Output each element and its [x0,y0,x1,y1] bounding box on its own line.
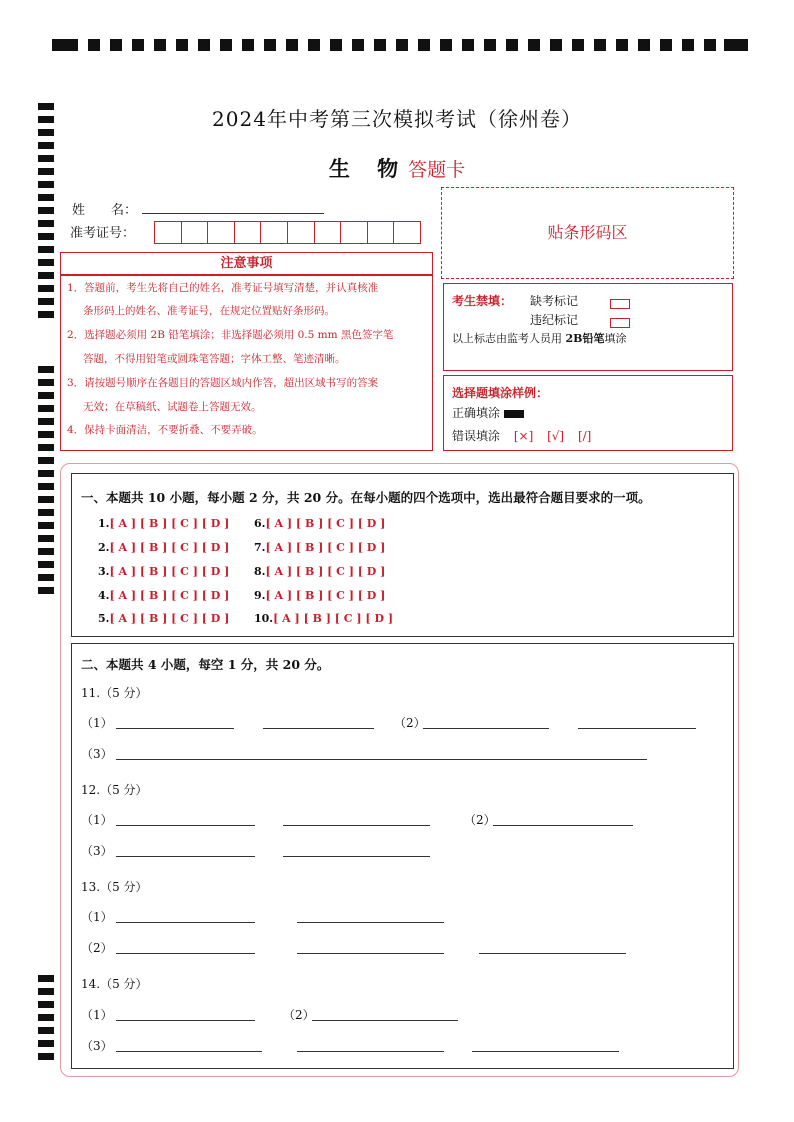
barcode-label: 贴条形码区 [547,223,628,242]
q14-label: 14.（5 分） [81,977,148,991]
answer-line[interactable] [493,825,633,826]
answer-line[interactable] [116,953,255,954]
id-digit-box[interactable] [207,221,235,244]
id-digit-box[interactable] [340,221,368,244]
answer-line[interactable] [116,1051,262,1052]
exam-title: 2024年中考第三次模拟考试（徐州卷） [212,107,582,131]
notice-box [60,275,433,451]
answer-line[interactable] [283,825,430,826]
id-digit-box[interactable] [287,221,315,244]
notice-line: 2．选择题必须用 2B 铅笔填涂；非选择题必须用 0.5 mm 黑色签字笔 [67,329,394,341]
answer-line[interactable] [297,922,444,923]
answer-line[interactable] [297,1051,444,1052]
mc-options[interactable]: [ A ] [ B ] [ C ] [ D ] [109,517,230,530]
q11-part1-label: （1） [81,716,113,730]
mc-question-6[interactable] [254,517,385,530]
mc-question-1[interactable] [98,517,229,530]
barcode-area [441,187,734,279]
q14-part3-label: （3） [81,1039,113,1053]
violation-mark-box[interactable] [610,312,630,331]
q-number: 1. [98,517,110,530]
answer-line[interactable] [116,1020,255,1021]
q-number: 8. [254,565,266,578]
absent-mark-box[interactable] [610,293,630,312]
sample-title: 选择题填涂样例： [452,386,549,400]
section2-title: 二、本题共 4 小题，每空 1 分，共 20 分。 [81,657,330,672]
id-digit-box[interactable] [234,221,262,244]
q-number: 2. [98,541,110,554]
notice-line: 无效；在草稿纸、试题卷上答题无效。 [83,401,262,413]
id-digit-box[interactable] [181,221,209,244]
mc-question-5[interactable] [98,612,229,625]
q-number: 3. [98,565,110,578]
q14-part2-label: （2） [283,1008,315,1022]
answer-line[interactable] [312,1020,458,1021]
answer-line[interactable] [578,728,696,729]
q12-part3-label: （3） [81,844,113,858]
mc-question-9[interactable] [254,589,385,602]
id-digit-box[interactable] [154,221,182,244]
mc-options[interactable]: [ A ] [ B ] [ C ] [ D ] [109,541,230,554]
q13-part1-label: （1） [81,910,113,924]
answer-line[interactable] [116,759,647,760]
name-field[interactable] [142,213,324,214]
id-digit-box[interactable] [367,221,395,244]
wrong-fill-label: 错误填涂 [452,429,501,443]
q12-part1-label: （1） [81,813,113,827]
answer-line[interactable] [116,825,255,826]
answer-line[interactable] [479,953,626,954]
card-label: 答题卡 [408,159,466,181]
q12-part2-label: （2） [464,813,496,827]
notice-line: 4．保持卡面清洁，不要折叠、不要弄破。 [67,424,263,436]
prohibited-label: 考生禁填： [452,294,513,308]
mc-question-4[interactable] [98,589,229,602]
correct-fill-label: 正确填涂 [452,406,501,420]
q11-part2-label: （2） [394,716,426,730]
notice-line: 答题，不得用铅笔或圆珠笔答题；字体工整、笔迹清晰。 [83,353,346,365]
name-label: 姓 名： [72,203,138,218]
section2-box [71,643,734,1069]
answer-line[interactable] [116,922,255,923]
answer-line[interactable] [297,953,444,954]
answer-line[interactable] [472,1051,619,1052]
q-number: 10. [254,612,274,625]
q-number: 7. [254,541,266,554]
violation-mark-label: 违纪标记 [530,313,579,327]
q12-label: 12.（5 分） [81,783,148,797]
answer-line[interactable] [283,856,430,857]
subject-line [0,153,794,183]
prohibited-note-post: 填涂 [604,332,627,345]
mc-question-2[interactable] [98,541,229,554]
wrong-mark-x: [×] [513,429,534,443]
id-digit-box[interactable] [393,221,421,244]
q-number: 9. [254,589,266,602]
correct-fill-row [452,404,524,421]
notice-title: 注意事项 [60,252,433,275]
q13-part2-label: （2） [81,941,113,955]
id-label: 准考证号： [70,226,136,241]
q-number: 4. [98,589,110,602]
notice-line: 3．请按题号顺序在各题目的答题区域内作答，超出区域书写的答案 [67,377,379,389]
id-number-grid[interactable] [155,221,421,243]
section1-box [71,473,734,637]
q13-label: 13.（5 分） [81,880,148,894]
id-digit-box[interactable] [314,221,342,244]
correct-fill-sample [504,410,524,418]
mc-question-7[interactable] [254,541,385,554]
subject-name: 生 物 [328,156,409,181]
q-number: 5. [98,612,110,625]
mc-question-10[interactable] [254,612,393,625]
prohibited-note-bold: 2B铅笔 [565,332,605,345]
mc-options[interactable]: [ A ] [ B ] [ C ] [ D ] [273,612,394,625]
answer-line[interactable] [263,728,374,729]
section1-title: 一、本题共 10 小题，每小题 2 分，共 20 分。在每小题的四个选项中，选出最符合题目要求的一项。 [81,490,651,505]
mc-question-3[interactable] [98,565,229,578]
wrong-mark-slash: [/] [577,429,592,443]
mc-options[interactable]: [ A ] [ B ] [ C ] [ D ] [265,541,386,554]
prohibited-box [443,283,733,371]
mc-options[interactable]: [ A ] [ B ] [ C ] [ D ] [265,517,386,530]
mc-options[interactable]: [ A ] [ B ] [ C ] [ D ] [109,589,230,602]
notice-line: 1．答题前，考生先将自己的姓名，准考证号填写清楚，并认真核准 [67,282,379,294]
answer-line[interactable] [116,856,255,857]
q11-label: 11.（5 分） [81,686,148,700]
mc-options[interactable]: [ A ] [ B ] [ C ] [ D ] [109,612,230,625]
q-number: 6. [254,517,266,530]
prohibited-note [452,330,626,346]
prohibited-note-pre: 以上标志由监考人员用 [452,332,562,345]
answer-line[interactable] [423,728,549,729]
notice-line: 条形码上的姓名、准考证号，在规定位置贴好条形码。 [83,305,335,317]
q11-part3-label: （3） [81,747,113,761]
id-digit-box[interactable] [260,221,288,244]
mc-question-8[interactable] [254,565,385,578]
mc-options[interactable]: [ A ] [ B ] [ C ] [ D ] [109,565,230,578]
wrong-fill-row [452,427,591,444]
q14-part1-label: （1） [81,1008,113,1022]
wrong-mark-check: [√] [547,429,565,443]
mc-options[interactable]: [ A ] [ B ] [ C ] [ D ] [265,565,386,578]
mc-options[interactable]: [ A ] [ B ] [ C ] [ D ] [265,589,386,602]
answer-line[interactable] [116,728,234,729]
top-timing-marks [52,39,748,51]
absent-mark-label: 缺考标记 [530,294,579,308]
sample-box [443,375,733,451]
